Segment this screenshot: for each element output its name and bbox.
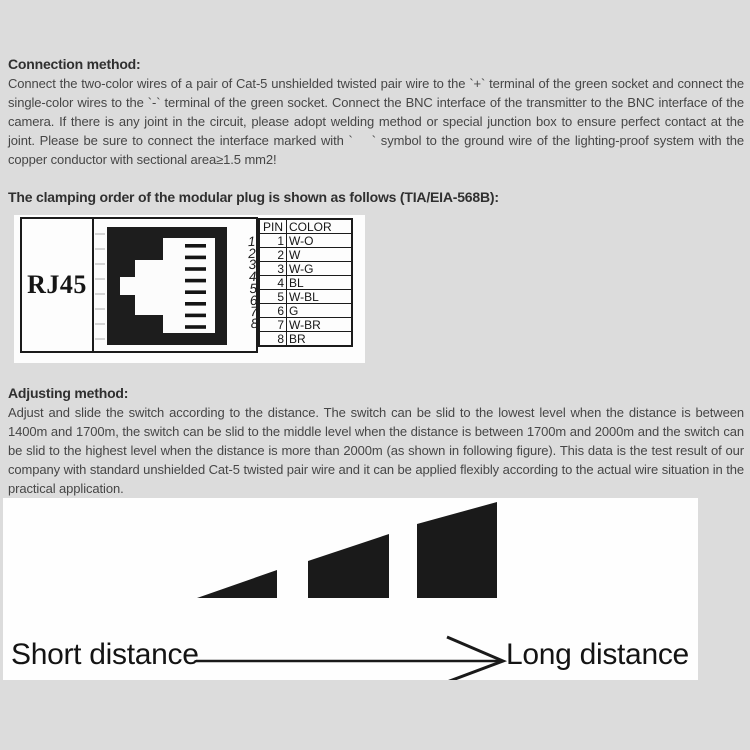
arrow-head-icon xyxy=(447,637,503,680)
heading-connection-method: Connection method: xyxy=(8,56,141,72)
pin-header: PIN xyxy=(259,219,287,234)
small-triangle-icon xyxy=(197,570,277,598)
pin-number: 1 xyxy=(247,233,256,250)
color-cell: G xyxy=(287,304,353,318)
pin-cell: 6 xyxy=(259,304,287,318)
color-cell: BL xyxy=(287,276,353,290)
pin-number: 7 xyxy=(249,304,259,320)
table-row xyxy=(259,290,352,304)
table-row xyxy=(259,248,352,262)
heading-adjusting-method: Adjusting method: xyxy=(8,385,129,401)
color-cell: W xyxy=(287,248,353,262)
connection-method-paragraph: Connect the two-color wires of a pair of Cat-5 unshielded twisted pair wire to the `+` terminal of the green socket and connect the single-color wires to the `-` terminal of the green socket. Connect the BNC interface of the transmitter to the BNC interface of the camera. If there is any joint in the circuit, please adopt welding method or special junction box to ensure perfect contact at the joint. Please be sure to connect the interface marked with ` ` symbol to the ground wire of the lighting-proof system with the copper conductor with sectional area≥1.5 mm2! xyxy=(8,76,744,167)
scan-tick xyxy=(95,293,105,295)
scan-tick xyxy=(95,278,105,280)
pin-cell: 7 xyxy=(259,318,287,332)
pin-cell: 1 xyxy=(259,234,287,248)
pin-number: 5 xyxy=(249,280,258,296)
adjusting-method-paragraph: Adjust and slide the switch according to the distance. The switch can be slid to the lowest level when the distance is between 1400m and 1700m, the switch can be slid to the middle level when the distance is between 1700m and 2000m and the switch can be slid to the highest level when the distance is more than 2000m (as shown in following figure). This data is the test result of our company with standard unshielded Cat-5 twisted pair wire and it can be applied flexibly according to the actual wire situation in the practical application. xyxy=(8,405,744,496)
table-header-row xyxy=(259,219,352,234)
rj45-label-cell xyxy=(22,219,94,351)
pin-cell: 4 xyxy=(259,276,287,290)
color-cell: W-G xyxy=(287,262,353,276)
scan-tick xyxy=(95,233,105,235)
rj45-figure xyxy=(14,215,365,363)
medium-triangle-icon xyxy=(308,534,389,598)
heading-clamping-order: The clamping order of the modular plug is shown as follows (TIA/EIA-568B): xyxy=(8,189,499,205)
table-row xyxy=(259,234,352,248)
pin-cell: 3 xyxy=(259,262,287,276)
color-cell: W-BR xyxy=(287,318,353,332)
table-row xyxy=(259,304,352,318)
pin-number: 8 xyxy=(250,315,259,332)
table-row xyxy=(259,318,352,332)
scan-tick xyxy=(95,308,105,310)
scan-tick xyxy=(95,248,105,250)
large-triangle-icon xyxy=(417,502,497,598)
pin-number: 6 xyxy=(249,292,258,308)
scan-tick xyxy=(95,338,105,340)
table-row xyxy=(259,262,352,276)
color-cell: BR xyxy=(287,332,353,347)
short-distance-label: Short distance xyxy=(11,638,199,671)
table-row xyxy=(259,276,352,290)
color-cell: W-O xyxy=(287,234,353,248)
pin-cell: 5 xyxy=(259,290,287,304)
scan-tick xyxy=(95,323,105,325)
pin-color-table xyxy=(258,218,353,347)
scan-tick xyxy=(95,263,105,265)
pin-number: 2 xyxy=(247,245,256,261)
color-cell: W-BL xyxy=(287,290,353,304)
rj45-jack-icon xyxy=(107,227,227,345)
pin-cell: 2 xyxy=(259,248,287,262)
pin-number: 3 xyxy=(248,257,257,273)
long-distance-label: Long distance xyxy=(506,638,689,671)
rj45-label: RJ45 xyxy=(27,270,87,299)
pin-cell: 8 xyxy=(259,332,287,347)
distance-figure xyxy=(3,498,698,680)
pin-number: 4 xyxy=(248,268,257,285)
table-row xyxy=(259,332,352,347)
color-header: COLOR xyxy=(287,219,353,234)
